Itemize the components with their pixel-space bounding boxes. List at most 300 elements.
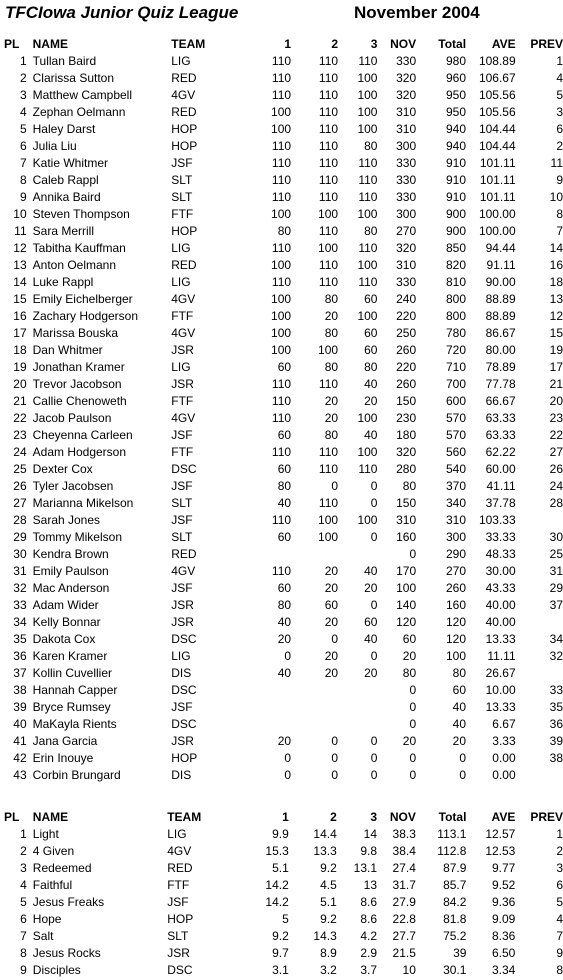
cell-round-1: 80 [277, 598, 292, 612]
cell-nov: 250 [396, 326, 417, 340]
cell-team: JSR [171, 598, 194, 612]
cell-total: 540 [446, 462, 467, 476]
cell-average: 43.33 [485, 581, 516, 595]
cell-total: 0 [459, 768, 467, 782]
cell-place: 10 [13, 207, 27, 221]
cell-average: 33.33 [485, 530, 516, 544]
table-row [0, 962, 563, 979]
cell-team: HOP [171, 122, 198, 136]
cell-previous: 3 [556, 861, 563, 875]
team-standings-table [0, 809, 563, 979]
cell-nov: 150 [396, 496, 417, 510]
table-row [0, 172, 563, 189]
cell-round-1: 110 [271, 139, 292, 153]
cell-average: 66.67 [485, 394, 516, 408]
cell-round-1: 5.1 [272, 861, 289, 875]
cell-previous: 25 [549, 547, 563, 561]
cell-nov: 0 [409, 768, 417, 782]
cell-name: Marissa Bouska [32, 326, 119, 340]
table-row [0, 189, 563, 206]
cell-round-2: 80 [324, 326, 339, 340]
cell-nov: 330 [396, 156, 417, 170]
cell-team: JSF [171, 428, 193, 442]
cell-round-2: 0 [331, 632, 339, 646]
cell-average: 94.44 [485, 241, 516, 255]
table-row [0, 376, 563, 393]
cell-average: 37.78 [485, 496, 516, 510]
cell-team: JSF [171, 156, 193, 170]
cell-nov: 320 [396, 71, 417, 85]
cell-total: 112.8 [437, 844, 467, 858]
cell-team: LIG [171, 360, 191, 374]
cell-previous: 34 [549, 632, 563, 646]
table-row [0, 206, 563, 223]
cell-previous: 8 [556, 207, 563, 221]
cell-place: 35 [13, 632, 27, 646]
cell-name: Clarissa Sutton [32, 71, 115, 85]
cell-round-1: 60 [277, 462, 292, 476]
cell-average: 13.33 [485, 700, 516, 714]
cell-nov: 60 [402, 632, 417, 646]
cell-round-2: 110 [318, 173, 339, 187]
cell-round-2: 0 [331, 479, 339, 493]
cell-round-3: 0 [370, 598, 378, 612]
cell-round-1: 110 [271, 88, 292, 102]
cell-place: 11 [14, 224, 27, 238]
cell-place: 8 [20, 946, 27, 960]
cell-round-1: 100 [271, 207, 292, 221]
cell-round-3: 60 [364, 292, 378, 306]
cell-total: 290 [446, 547, 467, 561]
cell-name: Karen Kramer [32, 649, 108, 663]
cell-round-2: 60 [324, 598, 339, 612]
cell-round-2: 20 [324, 411, 339, 425]
cell-previous [516, 614, 563, 631]
cell-total: 720 [446, 343, 467, 357]
cell-nov: 320 [396, 88, 417, 102]
cell-average: 86.67 [485, 326, 516, 340]
cell-name: Emily Paulson [32, 564, 109, 578]
table-row [0, 512, 563, 529]
cell-round-1: 110 [271, 190, 292, 204]
cell-previous: 10 [549, 190, 563, 204]
cell-place: 12 [13, 241, 27, 255]
cell-name: Marianna Mikelson [32, 496, 134, 510]
cell-total: 39 [453, 946, 467, 960]
cell-team: SLT [171, 530, 193, 544]
table-header-row [0, 36, 563, 53]
cell-total: 40 [452, 717, 467, 731]
cell-team: 4GV [171, 88, 196, 102]
cell-average: 12.53 [485, 844, 516, 858]
header-average: AVE [491, 37, 516, 51]
cell-place: 25 [13, 462, 27, 476]
header-average: AVE [491, 810, 516, 824]
cell-round-1: 110 [271, 241, 292, 255]
cell-round-1: 100 [271, 343, 292, 357]
cell-round-3: 60 [364, 343, 378, 357]
cell-total: 300 [446, 530, 467, 544]
cell-average: 30.00 [485, 564, 516, 578]
cell-name: Faithful [32, 878, 73, 892]
cell-nov: 21.5 [392, 946, 416, 960]
cell-name: Annika Baird [32, 190, 101, 204]
cell-place: 26 [13, 479, 27, 493]
cell-round-1: 5 [282, 912, 289, 926]
cell-team: SLT [167, 929, 189, 943]
cell-average: 101.11 [479, 173, 516, 187]
cell-place: 16 [13, 309, 27, 323]
header-round-3: 3 [370, 810, 377, 824]
cell-previous: 9 [556, 173, 563, 187]
cell-previous: 37 [549, 598, 563, 612]
cell-name: Bryce Rumsey [32, 700, 111, 714]
cell-total: 710 [446, 360, 467, 374]
cell-previous: 23 [549, 411, 563, 425]
cell-place: 33 [13, 598, 27, 612]
header-total: Total [438, 37, 467, 51]
cell-average: 108.89 [478, 54, 516, 68]
cell-round-2: 80 [324, 360, 339, 374]
cell-team: HOP [167, 912, 194, 926]
cell-round-1: 3.1 [272, 963, 289, 977]
cell-place: 37 [13, 666, 27, 680]
cell-place: 20 [13, 377, 27, 391]
cell-nov: 310 [396, 122, 417, 136]
cell-place: 3 [20, 861, 27, 875]
cell-name: Tabitha Kauffman [32, 241, 126, 255]
cell-total: 75.2 [443, 929, 467, 943]
table-header-row [0, 809, 563, 826]
table-row [0, 325, 563, 342]
cell-round-3: 0 [370, 768, 378, 782]
cell-team: FTF [167, 878, 190, 892]
cell-average: 88.89 [485, 292, 516, 306]
cell-team: JSF [171, 700, 193, 714]
cell-name: Hope [32, 912, 62, 926]
cell-round-2: 110 [318, 71, 339, 85]
cell-name: Jonathan Kramer [32, 360, 125, 374]
table-row [0, 750, 563, 767]
table-row [0, 529, 563, 546]
header-round-2: 2 [330, 810, 337, 824]
cell-place: 5 [19, 122, 27, 136]
cell-round-3: 100 [357, 122, 378, 136]
header-place: PL [4, 37, 20, 51]
cell-place: 18 [13, 343, 27, 357]
cell-average: 104.44 [478, 139, 516, 153]
cell-name: Dakota Cox [32, 632, 96, 646]
cell-round-1: 110 [271, 377, 292, 391]
cell-round-3: 0 [370, 479, 378, 493]
cell-nov: 27.7 [392, 929, 416, 943]
cell-nov: 260 [396, 343, 417, 357]
cell-total: 950 [446, 88, 467, 102]
table-row [0, 631, 563, 648]
cell-round-3: 40 [364, 564, 378, 578]
header-name: NAME [32, 37, 68, 51]
cell-total: 310 [446, 513, 467, 527]
cell-round-1: 100 [271, 105, 292, 119]
cell-total: 810 [446, 275, 467, 289]
cell-nov: 320 [396, 241, 417, 255]
cell-name: Steven Thompson [32, 207, 130, 221]
cell-round-3: 60 [364, 615, 378, 629]
cell-round-3 [338, 682, 377, 699]
cell-round-1 [217, 546, 291, 563]
team-standings-body [0, 826, 563, 979]
cell-round-2: 110 [318, 445, 339, 459]
cell-round-2 [291, 682, 338, 699]
cell-round-2: 110 [318, 496, 339, 510]
header-round-2: 2 [331, 37, 339, 51]
table-row [0, 495, 563, 512]
cell-previous: 21 [549, 377, 563, 391]
cell-average: 90.00 [485, 275, 516, 289]
cell-previous: 20 [549, 394, 563, 408]
cell-round-3: 13.1 [353, 861, 377, 875]
cell-team: RED [171, 258, 197, 272]
cell-round-3: 110 [358, 190, 378, 204]
cell-average: 60.00 [485, 462, 516, 476]
cell-round-3: 2.9 [360, 946, 377, 960]
cell-previous: 1 [556, 827, 563, 841]
cell-name: Kelly Bonnar [32, 615, 101, 629]
cell-previous: 8 [556, 963, 563, 977]
cell-place: 4 [19, 105, 27, 119]
cell-round-3: 0 [370, 734, 378, 748]
cell-round-1: 110 [271, 564, 292, 578]
cell-nov: 230 [396, 411, 417, 425]
cell-previous: 7 [556, 224, 563, 238]
cell-place: 22 [13, 411, 27, 425]
cell-nov: 0 [409, 717, 417, 731]
cell-average: 80.00 [485, 343, 516, 357]
cell-place: 29 [13, 530, 27, 544]
cell-nov: 140 [396, 598, 417, 612]
cell-previous: 24 [549, 479, 563, 493]
cell-team: JSR [167, 946, 190, 960]
cell-average: 13.33 [485, 632, 516, 646]
cell-round-1: 15.3 [265, 844, 289, 858]
cell-round-3: 0 [370, 496, 378, 510]
cell-total: 570 [446, 428, 467, 442]
cell-average: 91.11 [486, 258, 516, 272]
table-row [0, 427, 563, 444]
cell-team: SLT [171, 496, 193, 510]
header-team: TEAM [171, 37, 206, 51]
cell-total: 960 [446, 71, 467, 85]
cell-round-2: 20 [324, 615, 339, 629]
cell-previous: 28 [549, 496, 563, 510]
table-row [0, 767, 563, 784]
cell-nov: 0 [409, 547, 417, 561]
table-row [0, 665, 563, 682]
cell-team: JSR [171, 615, 194, 629]
cell-team: RED [171, 71, 197, 85]
cell-nov: 0 [409, 751, 417, 765]
cell-average: 100.00 [478, 207, 516, 221]
cell-round-1: 100 [271, 258, 292, 272]
cell-name: Adam Hodgerson [32, 445, 127, 459]
cell-previous: 30 [549, 530, 563, 544]
table-row [0, 274, 563, 291]
cell-round-2: 110 [318, 88, 339, 102]
cell-place: 2 [19, 71, 27, 85]
cell-team: LIG [171, 241, 191, 255]
cell-name: 4 Given [32, 844, 75, 858]
table-row [0, 291, 563, 308]
cell-team: 4GV [171, 411, 196, 425]
cell-previous: 36 [549, 717, 563, 731]
cell-nov: 38.3 [392, 827, 416, 841]
cell-round-3: 100 [357, 71, 378, 85]
table-row [0, 877, 563, 894]
cell-previous: 14 [549, 241, 563, 255]
cell-previous: 11 [550, 156, 563, 170]
cell-average: 40.00 [485, 615, 516, 629]
cell-place: 24 [13, 445, 27, 459]
cell-previous: 17 [549, 360, 563, 374]
cell-nov: 300 [396, 207, 417, 221]
cell-round-1: 20 [277, 632, 292, 646]
table-row [0, 546, 563, 563]
cell-team: JSF [171, 479, 193, 493]
cell-average: 106.67 [478, 71, 516, 85]
individual-standings-table [0, 36, 563, 784]
cell-average: 9.77 [491, 861, 516, 875]
cell-place: 43 [13, 768, 27, 782]
cell-round-3: 110 [358, 156, 378, 170]
cell-previous: 5 [556, 895, 563, 909]
cell-total: 100 [446, 649, 467, 663]
cell-total: 800 [446, 292, 467, 306]
cell-name: Kendra Brown [32, 547, 109, 561]
cell-round-3: 100 [357, 445, 378, 459]
cell-average: 41.11 [486, 479, 516, 493]
cell-team: JSR [171, 734, 194, 748]
header-name: NAME [32, 810, 69, 824]
cell-place: 38 [13, 683, 27, 697]
cell-round-2: 100 [318, 530, 339, 544]
cell-name: Callie Chenoweth [32, 394, 127, 408]
cell-nov: 310 [396, 258, 417, 272]
cell-round-1: 9.9 [272, 827, 289, 841]
cell-round-3: 4.2 [360, 929, 377, 943]
individual-standings-body [0, 53, 563, 784]
cell-total: 40 [452, 700, 467, 714]
header-place: PL [4, 810, 20, 824]
cell-previous: 13 [549, 292, 563, 306]
cell-nov: 300 [396, 139, 417, 153]
cell-total: 20 [452, 734, 467, 748]
cell-name: Jesus Freaks [32, 895, 105, 909]
cell-place: 27 [13, 496, 27, 510]
cell-round-3: 40 [364, 632, 378, 646]
cell-name: MaKayla Rients [32, 717, 117, 731]
cell-average: 48.33 [485, 547, 516, 561]
cell-total: 560 [446, 445, 467, 459]
cell-previous [516, 665, 563, 682]
cell-average: 63.33 [485, 411, 516, 425]
cell-round-3: 0 [370, 530, 378, 544]
cell-round-2: 110 [318, 190, 339, 204]
cell-place: 31 [13, 564, 27, 578]
cell-place: 19 [13, 360, 27, 374]
cell-round-3: 110 [358, 173, 378, 187]
table-row [0, 410, 563, 427]
cell-place: 5 [20, 895, 27, 909]
table-row [0, 155, 563, 172]
cell-round-2: 110 [318, 139, 339, 153]
cell-round-2: 110 [318, 156, 339, 170]
cell-round-3: 100 [357, 258, 378, 272]
cell-team: DIS [171, 768, 192, 782]
cell-round-2: 20 [324, 564, 339, 578]
cell-average: 12.57 [485, 827, 516, 841]
cell-place: 14 [13, 275, 27, 289]
cell-place: 4 [20, 878, 27, 892]
cell-round-1: 0 [284, 768, 292, 782]
cell-name: Salt [32, 929, 54, 943]
cell-team: 4GV [171, 564, 196, 578]
cell-team: LIG [171, 649, 191, 663]
cell-round-2: 13.3 [313, 844, 337, 858]
cell-nov: 10 [402, 963, 416, 977]
cell-round-2: 80 [324, 428, 339, 442]
cell-round-2: 100 [318, 343, 339, 357]
cell-previous: 2 [556, 844, 563, 858]
cell-nov: 330 [396, 54, 417, 68]
header-previous: PREV [530, 810, 563, 824]
cell-average: 105.56 [478, 88, 516, 102]
cell-total: 600 [446, 394, 467, 408]
cell-total: 980 [446, 54, 467, 68]
table-row [0, 699, 563, 716]
cell-previous: 6 [556, 122, 563, 136]
cell-round-3: 13 [363, 878, 377, 892]
cell-average: 9.09 [491, 912, 516, 926]
cell-round-3 [338, 546, 377, 563]
cell-round-1: 110 [271, 411, 292, 425]
cell-team: SLT [171, 190, 193, 204]
cell-average: 0.00 [492, 768, 516, 782]
cell-round-2: 100 [318, 513, 339, 527]
cell-team: FTF [171, 309, 194, 323]
cell-place: 9 [19, 190, 27, 204]
cell-round-1: 60 [277, 360, 292, 374]
cell-place: 1 [20, 827, 27, 841]
cell-round-2: 9.2 [320, 912, 337, 926]
cell-total: 900 [446, 224, 467, 238]
cell-round-3: 0 [370, 649, 378, 663]
cell-round-1: 9.7 [272, 946, 289, 960]
table-row [0, 911, 563, 928]
cell-average: 77.78 [485, 377, 516, 391]
table-row [0, 223, 563, 240]
cell-round-2: 20 [324, 581, 339, 595]
cell-previous: 6 [556, 878, 563, 892]
cell-round-1: 40 [277, 615, 292, 629]
table-row [0, 945, 563, 962]
cell-place: 23 [13, 428, 27, 442]
cell-place: 32 [13, 581, 27, 595]
cell-previous: 19 [549, 343, 563, 357]
cell-round-3: 14 [363, 827, 377, 841]
cell-nov: 240 [396, 292, 417, 306]
cell-place: 28 [13, 513, 27, 527]
cell-round-3: 80 [364, 360, 378, 374]
